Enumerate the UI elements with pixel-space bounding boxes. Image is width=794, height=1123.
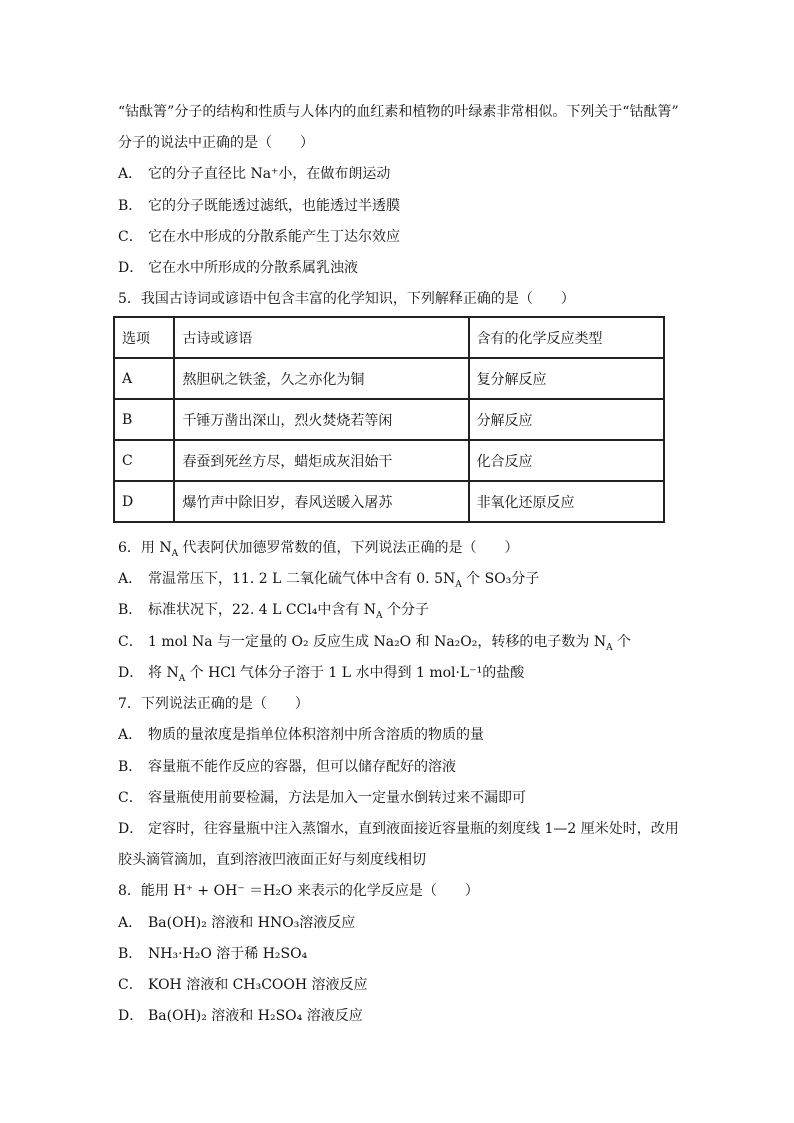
option-text: 定容时，往容量瓶中注入蒸馏水，直到液面接近容量瓶的刻度线 1—2 厘米处时，改用 — [148, 821, 679, 837]
option-letter: A． — [118, 915, 143, 931]
option-letter: C． — [118, 977, 143, 993]
table-cell: D — [114, 481, 174, 522]
option-text: Ba(OH)₂ 溶液和 H₂SO₄ 溶液反应 — [148, 1008, 363, 1024]
q5-table — [113, 316, 665, 523]
q6-option-a — [118, 569, 539, 589]
q6-option-d — [118, 663, 524, 683]
q7-option-a — [118, 725, 484, 745]
option-letter: D． — [118, 1008, 144, 1024]
option-letter: D． — [118, 821, 144, 837]
option-letter: B． — [118, 759, 143, 775]
table-cell: C — [114, 440, 174, 481]
q6-option-c — [118, 632, 631, 652]
table-row — [114, 440, 664, 481]
option-text: 标准状况下，22. 4 L CCl₄中含有 $N_A$ 个分子 — [148, 602, 429, 621]
table-row — [114, 481, 664, 522]
option-letter: A． — [118, 166, 143, 182]
option-letter: D． — [118, 665, 144, 681]
table-cell: 非氧化还原反应 — [469, 481, 664, 522]
option-text: 它的分子直径比 Na⁺小，在做布朗运动 — [148, 166, 391, 182]
option-text: 1 mol Na 与一定量的 O₂ 反应生成 Na₂O 和 Na₂O₂，转移的电子数为 $N_A$ 个 — [148, 634, 632, 653]
option-letter: A． — [118, 727, 143, 743]
table-cell: 春蚕到死丝方尽，蜡炬成灰泪始干 — [174, 440, 468, 481]
table-cell: 千锤万凿出深山，烈火焚烧若等闲 — [174, 399, 468, 440]
table-header-row — [114, 317, 664, 358]
q8-stem: 8．能用 H⁺ + OH⁻ ＝H₂O 来表示的化学反应是（ ） — [118, 883, 479, 899]
option-text: 容量瓶使用前要检漏，方法是加入一定量水倒转过来不漏即可 — [148, 790, 526, 806]
q4-option-c — [118, 227, 400, 247]
option-text: 它的分子既能透过滤纸，也能透过半透膜 — [148, 198, 400, 214]
q6-stem: 6．用 $N_A$ 代表阿伏加德罗常数的值，下列说法正确的是（ ） — [118, 540, 519, 559]
option-letter: A． — [118, 571, 143, 587]
option-letter: B． — [118, 198, 143, 214]
table-cell: 分解反应 — [469, 399, 664, 440]
table-cell: A — [114, 358, 174, 399]
table-cell: 熬胆矾之铁釜，久之亦化为铜 — [174, 358, 468, 399]
q4-stem-line-1: “钴酞箐”分子的结构和性质与人体内的血红素和植物的叶绿素非常相似。下列关于“钴酞箐” — [118, 104, 679, 120]
option-text: 将 $N_A$ 个 HCl 气体分子溶于 1 L 水中得到 1 mol·L⁻¹的盐酸 — [148, 665, 525, 684]
option-text: NH₃·H₂O 溶于稀 H₂SO₄ — [148, 946, 308, 962]
q8-option-d — [118, 1006, 363, 1026]
q7-option-d-continuation: 胶头滴管滴加，直到溶液凹液面正好与刻度线相切 — [118, 852, 426, 868]
q8-option-b — [118, 944, 307, 964]
q8-option-c — [118, 975, 368, 995]
option-letter: B． — [118, 602, 143, 618]
q4-option-b — [118, 196, 400, 216]
q4-option-d — [118, 258, 358, 278]
option-letter: C． — [118, 634, 143, 650]
table-row — [114, 358, 664, 399]
option-text: 容量瓶不能作反应的容器，但可以储存配好的溶液 — [148, 759, 456, 775]
q7-option-c — [118, 788, 526, 808]
q4-option-a — [118, 164, 390, 184]
option-text: 它在水中所形成的分散系属乳浊液 — [148, 260, 358, 276]
table-row — [114, 399, 664, 440]
q8-option-a — [118, 913, 355, 933]
q4-stem-line-2: 分子的说法中正确的是（ ） — [118, 135, 314, 151]
q6-option-b — [118, 600, 429, 620]
option-text: 它在水中形成的分散系能产生丁达尔效应 — [148, 229, 400, 245]
table-cell: 爆竹声中除旧岁，春风送暖入屠苏 — [174, 481, 468, 522]
option-text: 常温常压下，11. 2 L 二氧化硫气体中含有 0. $5N_A$ 个 SO₃分子 — [148, 571, 540, 590]
q7-option-d — [118, 819, 679, 839]
table-header-cell: 含有的化学反应类型 — [469, 317, 664, 358]
option-text: KOH 溶液和 CH₃COOH 溶液反应 — [148, 977, 368, 993]
option-letter: C． — [118, 790, 143, 806]
table-cell: B — [114, 399, 174, 440]
q5-stem: 5．我国古诗词或谚语中包含丰富的化学知识，下列解释正确的是（ ） — [118, 291, 575, 307]
table-header-cell: 选项 — [114, 317, 174, 358]
table-header-cell: 古诗或谚语 — [174, 317, 468, 358]
option-letter: C． — [118, 229, 143, 245]
table-cell: 复分解反应 — [469, 358, 664, 399]
option-letter: B． — [118, 946, 143, 962]
option-text: Ba(OH)₂ 溶液和 HNO₃溶液反应 — [148, 915, 356, 931]
table-cell: 化合反应 — [469, 440, 664, 481]
option-letter: D． — [118, 260, 144, 276]
q7-option-b — [118, 757, 456, 777]
option-text: 物质的量浓度是指单位体积溶剂中所含溶质的物质的量 — [148, 727, 484, 743]
q7-stem: 7．下列说法正确的是（ ） — [118, 696, 309, 712]
